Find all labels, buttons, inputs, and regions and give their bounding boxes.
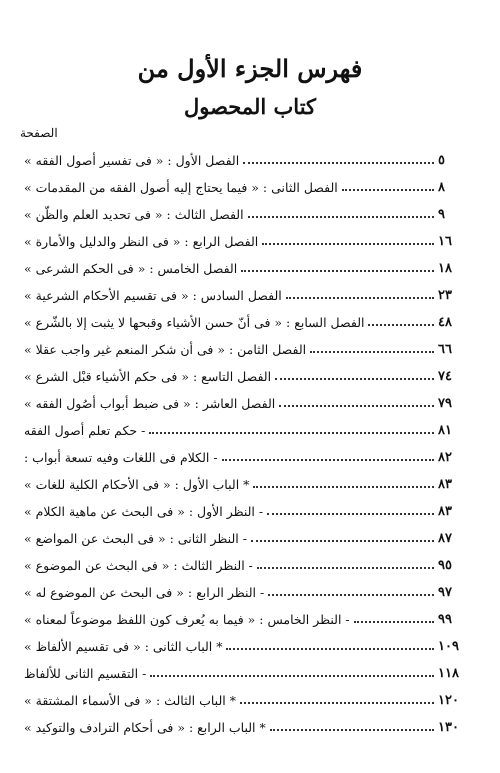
- toc-entry-page-number: ٩٧: [438, 585, 452, 600]
- toc-entry-label: * الباب الثالث : « فى الأسماء المشتقة »: [24, 693, 236, 708]
- toc-entry-label: الفصل التاسع : « فى حكم الأشياء قبْل الشرع »: [24, 369, 272, 384]
- toc-entry-page-number: ١٦: [438, 234, 452, 249]
- dot-leader: [267, 503, 434, 515]
- toc-entry: [20, 147, 472, 174]
- toc-entry-page-number: ٥: [438, 153, 445, 168]
- dot-leader: [368, 314, 434, 326]
- dot-leader: [286, 287, 434, 299]
- toc-entry-page-number: ٨: [438, 180, 445, 195]
- toc-entry-label: - حكم تعلم أصول الفقه: [24, 423, 146, 438]
- toc-entry: [20, 552, 472, 579]
- toc-entry-label: الفصل السابع : « فى أنّ حسن الأشياء وقبحها لا يثبت إلا بالشّرع »: [24, 315, 365, 330]
- toc-entry-label: - النظر الثالث : « فى البحث عن الموضوع »: [24, 558, 253, 573]
- book-title: كتاب المحصول: [183, 94, 317, 119]
- toc-entry-label: الفصل الخامس : « فى الحكم الشرعى »: [24, 261, 238, 276]
- dot-leader: [253, 476, 434, 488]
- toc-entry-page-number: ٨٣: [438, 504, 452, 519]
- toc-entry-page-number: ٨٣: [438, 477, 452, 492]
- toc-entry-label: الفصل الثالث : « فى تحديد العلم والظّن »: [24, 207, 244, 222]
- toc-entry: [20, 228, 472, 255]
- toc-entry-page-number: ٨١: [438, 423, 452, 438]
- dot-leader: [270, 719, 434, 731]
- toc-entry-page-number: ١٠٩: [438, 639, 459, 654]
- toc-entry-label: - النظر الأول : « فى البحث عن ماهية الكلام »: [24, 504, 264, 519]
- toc-entry-page-number: ٧٩: [438, 396, 452, 411]
- dot-leader: [310, 341, 434, 353]
- dot-leader: [243, 152, 434, 164]
- dot-leader: [226, 638, 434, 650]
- toc-entry-page-number: ٢٣: [438, 288, 452, 303]
- dot-leader: [251, 530, 434, 542]
- toc-entry: [20, 282, 472, 309]
- toc-entry-label: - النظر الخامس : « فيما به يُعرف كون اللفظ موضوعاً لمعناه »: [24, 612, 350, 627]
- toc-entry-page-number: ٤٨: [438, 315, 452, 330]
- toc-entry-page-number: ٩٩: [438, 612, 452, 627]
- dot-leader: [150, 665, 434, 677]
- toc-entry-label: - التقسيم الثانى للألفاظ: [24, 666, 147, 681]
- toc-entry: [20, 633, 472, 660]
- page-title: فهرس الجزء الأول من: [137, 54, 363, 83]
- toc-entry: [20, 390, 472, 417]
- toc-entry-label: الفصل العاشر : « فى ضبط أبواب أصُول الفقه »: [24, 396, 276, 411]
- dot-leader: [149, 422, 434, 434]
- toc-entry-label: * الباب الرابع : « فى أحكام الترادف والتوكيد »: [24, 720, 266, 735]
- toc-entry: [20, 606, 472, 633]
- toc-entry: [20, 309, 472, 336]
- toc-entry-label: * الباب الثانى : « فى تقسيم الألفاظ »: [24, 639, 223, 654]
- toc-entry-label: الفصل الثامن : « فى أن شكر المنعم غير واجب عقلا »: [24, 342, 307, 357]
- toc-entry: [20, 687, 472, 714]
- page-column-label: الصفحة: [20, 126, 58, 140]
- toc-entry-label: - النظر الثانى : « فى البحث عن المواضع »: [24, 531, 247, 546]
- toc-entry-page-number: ١٢٠: [438, 693, 459, 708]
- toc-entry: [20, 525, 472, 552]
- toc-entry: [20, 444, 472, 471]
- toc-entry-label: * الباب الأول : « فى الأحكام الكلية للغات »: [24, 477, 250, 492]
- dot-leader: [275, 368, 434, 380]
- toc-entry: [20, 660, 472, 687]
- toc-entry: [20, 579, 472, 606]
- toc-entry: [20, 714, 472, 741]
- toc-entry: [20, 336, 472, 363]
- toc-entry-label: الفصل الأول : « فى تفسير أصول الفقه »: [24, 153, 240, 168]
- toc-entry-page-number: ٧٤: [438, 369, 452, 384]
- toc-entry-label: الفصل السادس : « فى تقسيم الأحكام الشرعية »: [24, 288, 282, 303]
- toc-entry: [20, 471, 472, 498]
- dot-leader: [279, 395, 434, 407]
- dot-leader: [222, 449, 434, 461]
- toc-list: [20, 147, 472, 741]
- dot-leader: [257, 557, 434, 569]
- dot-leader: [241, 260, 434, 272]
- toc-entry-page-number: ١٨: [438, 261, 452, 276]
- dot-leader: [240, 692, 434, 704]
- toc-entry-page-number: ٩: [438, 207, 445, 222]
- toc-entry: [20, 417, 472, 444]
- toc-entry-label: - الكلام فى اللغات وفيه تسعة أبواب :: [24, 450, 218, 465]
- toc-entry: [20, 255, 472, 282]
- dot-leader: [248, 206, 434, 218]
- toc-entry: [20, 363, 472, 390]
- dot-leader: [354, 611, 434, 623]
- toc-entry-page-number: ١١٨: [438, 666, 459, 681]
- toc-entry-page-number: ٨٧: [438, 531, 452, 546]
- toc-entry: [20, 201, 472, 228]
- toc-entry-label: الفصل الرابع : « فى النظر والدليل والأمارة »: [24, 234, 259, 249]
- toc-entry-label: - النظر الرابع : « فى البحث عن الموضوع له »: [24, 585, 265, 600]
- dot-leader: [342, 179, 434, 191]
- dot-leader: [268, 584, 434, 596]
- toc-entry-label: الفصل الثانى : « فيما يحتاج إليه أصول الفقه من المقدمات »: [24, 180, 338, 195]
- toc-entry: [20, 498, 472, 525]
- dot-leader: [262, 233, 434, 245]
- toc-entry-page-number: ٩٥: [438, 558, 452, 573]
- toc-entry-page-number: ٦٦: [438, 342, 452, 357]
- toc-entry-page-number: ٨٢: [438, 450, 452, 465]
- toc-entry: [20, 174, 472, 201]
- toc-entry-page-number: ١٣٠: [438, 720, 459, 735]
